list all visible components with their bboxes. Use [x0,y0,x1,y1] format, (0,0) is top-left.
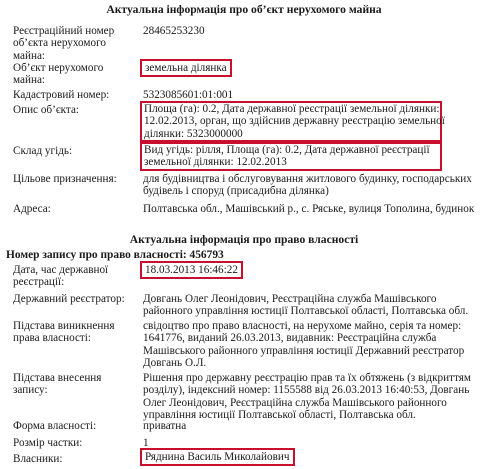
registrar-value: Довгань Олег Леонідович, Реєстраційна служба Машівського районного управління юстиції Полтавської області, Полтавська обл. [143,293,469,318]
land-composition-label: Склад угідь: [13,145,73,157]
land-composition-value: Вид угідь: рілля, Площа (га): 0.2, Дата державної реєстрації земельної ділянки: 12.02.2013 [140,142,442,171]
entry-basis-value: Рішення про державну реєстрацію прав та їх обтяжень (з відкриттям розділу), індексний номер: 1155588 від 26.03.2013 16:40:53, Довгань Олег Леонідович, Реєстраційна служба Машівського районного управління юстиції Полтавської області, Полтавська обл. [143,372,471,422]
cadastral-label: Кадастровий номер: [13,89,110,101]
object-type-highlight: земельна ділянка [145,62,227,74]
purpose-value: для будівництва і обслуговування житлового будинку, господарських будівель і споруд (присадибна ділянка) [143,173,472,198]
owners-highlight: Ряднина Василь Миколайович [145,451,290,463]
ownership-basis-label: Підстава виникнення права власності: [13,320,115,345]
reg-date-highlight: 18.03.2013 16:46:22 [145,264,238,276]
record-number: Номер запису про право власності: 456793 [6,249,224,261]
description-value: Площа (га): 0.2, Дата державної реєстрації земельної ділянки: 12.02.2013, орган, що здійснив державну реєстрацію земельної ділянки: 5323000000 [140,101,442,142]
purpose-label: Цільове призначення: [13,173,117,185]
cadastral-value: 5323085601:01:001 [143,89,234,101]
object-type-value [143,62,483,74]
ownership-form-label: Форма власності: [13,420,97,432]
share-size-label: Розмір частки: [13,437,83,449]
object-type-label: Об’єкт нерухомого майна: [13,62,104,87]
address-value: Полтавська обл., Машівський р., с. Ряське, вулиця Тополина, будинок [143,203,475,215]
owners-label: Власники: [13,453,63,465]
reg-number-value: 28465253230 [143,25,205,37]
reg-number-label: Реєстраційний номер об’єкта нерухомого майна: [13,25,115,62]
reg-date-label: Дата, час державної реєстрації: [13,264,109,289]
property-section-title: Актуальна інформація про об’єкт нерухомого майна [106,3,382,16]
registrar-label: Державний реєстратор: [13,293,125,305]
reg-date-value [143,264,483,276]
entry-basis-label: Підстава внесення запису: [13,372,102,397]
ownership-section-title: Актуальна інформація про право власності [129,233,359,246]
ownership-basis-value: свідоцтво про право власності, на нерухоме майно, серія та номер: 1641776, виданий 26.03.2013, видавник: Реєстраційна служба Машівського районного управління юстиції Державний реєстратор Довгань О.Л. [143,320,465,370]
share-size-value: 1 [143,437,149,449]
address-label: Адреса: [13,203,51,215]
ownership-form-value: приватна [143,420,187,432]
owners-value [143,451,483,463]
description-label: Опис об’єкта: [13,104,80,116]
